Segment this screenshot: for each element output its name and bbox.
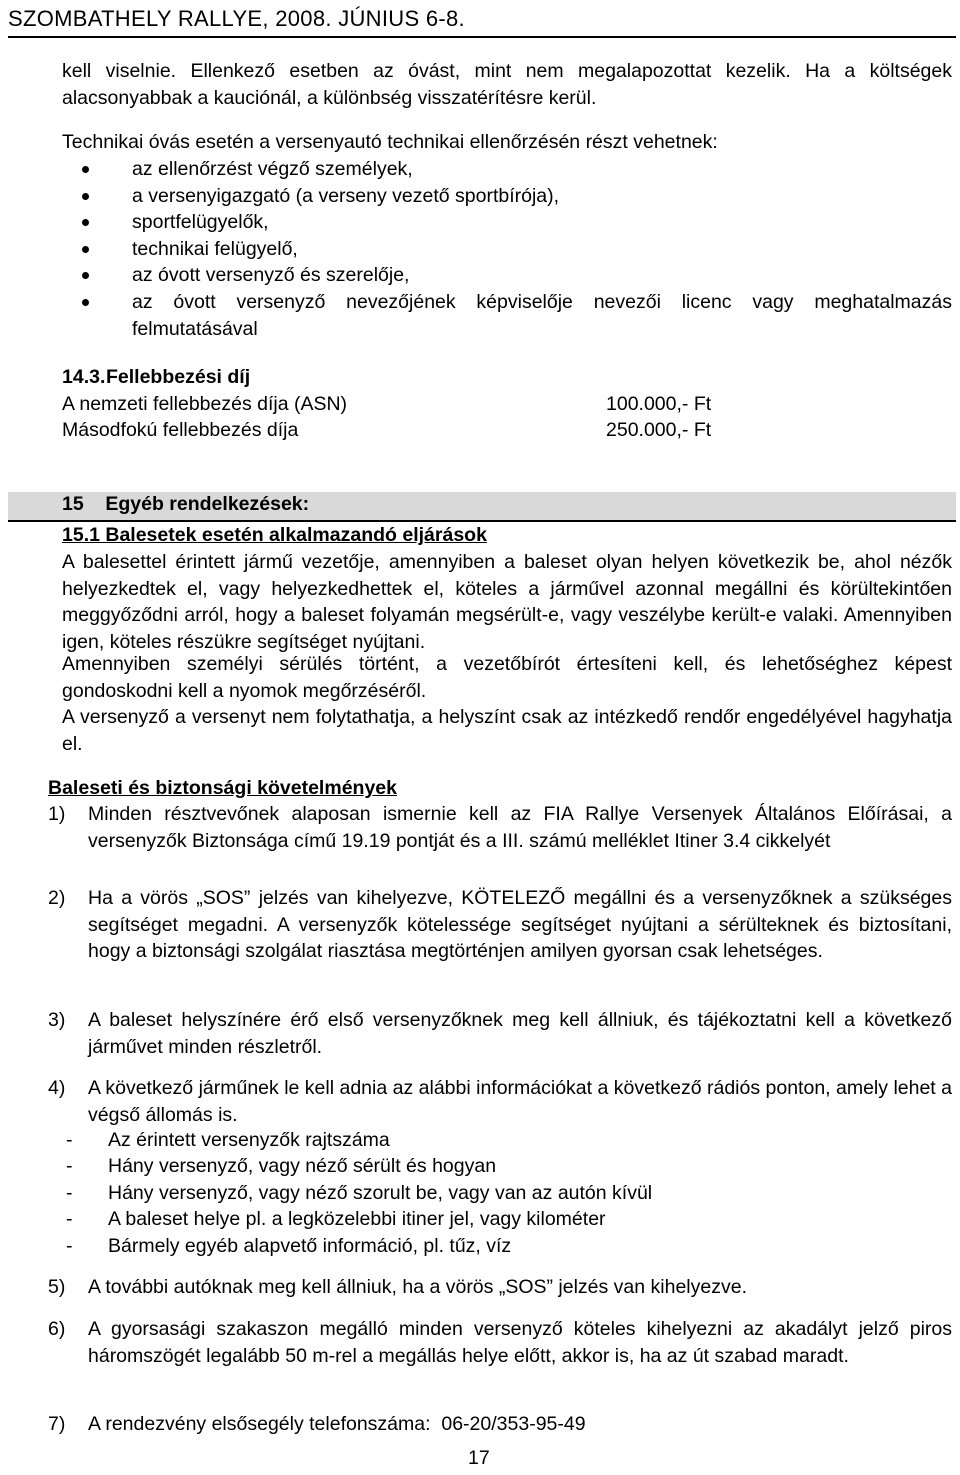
bullet-dot (82, 219, 89, 226)
subsection-title: 15.1 Balesetek esetén alkalmazandó eljárások (62, 524, 487, 546)
bullet-dot (82, 299, 89, 306)
bullet-item: az óvott versenyző és szerelője, (132, 264, 410, 286)
bullet-dot (82, 272, 89, 279)
header-title: SZOMBATHELY RALLYE, 2008. JÚNIUS 6-8. (8, 6, 465, 31)
item-number: 5) (48, 1276, 66, 1298)
fee-label: A nemzeti fellebbezés díja (ASN) (62, 393, 348, 415)
safety-item (48, 801, 952, 854)
bullet-item: sportfelügyelők, (132, 211, 269, 233)
bullet-dot (82, 246, 89, 253)
safety-title: Baleseti és biztonsági követelmények (48, 777, 397, 799)
paragraph-injury: Amennyiben személyi sérülés történt, a vezetőbírót értesíteni kell, és lehetőséghez képest gondoskodni kell a nyomok megőrzéséről. (62, 653, 952, 702)
item-number: 3) (48, 1009, 66, 1031)
safety-item (48, 1075, 952, 1128)
item-text: A rendezvény elsősegély telefonszáma: 06-20/353-95-49 (88, 1413, 586, 1435)
bullet-item: az ellenőrzést végző személyek, (132, 158, 413, 180)
item-number: 4) (48, 1077, 66, 1099)
dash-text: A baleset helye pl. a legközelebbi itiner jel, vagy kilométer (108, 1208, 606, 1230)
paragraph-accident: A balesettel érintett jármű vezetője, amennyiben a baleset olyan helyen következik be, ahol nézők helyezkedtek el, vagy helyezkedhettek el, köteles a járművel azonnal megállni és körültekintően meggyőződni arról, hogy a baleset folyamán megsérült-e, vagy veszélybe került-e valaki. Amennyiben igen, köteles részükre segítséget nyújtani. (62, 551, 952, 653)
item-number: 6) (48, 1318, 66, 1340)
safety-item (48, 885, 952, 965)
bullet-dot (82, 166, 89, 173)
page-number: 17 (468, 1447, 490, 1469)
bullet-dot (82, 193, 89, 200)
fee-label: Másodfokú fellebbezés díja (62, 419, 299, 441)
item-text: Ha a vörös „SOS” jelzés van kihelyezve, KÖTELEZŐ megállni és a versenyzőknek a szükséges segítséget megadni. A versenyzők kötelessége segítséget nyújtani a sérülteknek és biztosítani, hogy a biztonsági szolgálat riasztása megtörténjen amilyen gyorsan csak lehetséges. (88, 887, 952, 962)
section-number: 14.3. (62, 366, 106, 388)
paragraph-police: A versenyző a versenyt nem folytathatja, a helyszínt csak az intézkedő rendőr engedélyével hagyhatja el. (62, 706, 952, 755)
paragraph-technical-protest: Technikai óvás esetén a versenyautó technikai ellenőrzésén részt vehetnek: (62, 131, 718, 153)
dash-text: Hány versenyző, vagy néző szorult be, vagy van az autón kívül (108, 1182, 653, 1204)
section-heading-bar (8, 492, 956, 522)
bullet-item: technikai felügyelő, (132, 238, 298, 260)
page-header (8, 4, 956, 38)
safety-item (48, 1274, 952, 1301)
safety-item (48, 1316, 952, 1369)
item-text: Minden résztvevőnek alaposan ismernie kell az FIA Rallye Versenyek Általános Előírásai, a versenyzők Biztonsága című 19.19 pontját és a III. számú melléklet Itiner 3.4 cikkelyét (88, 803, 952, 852)
bullet-item: a versenyigazgató (a verseny vezető sportbírója), (132, 185, 560, 207)
fee-value: 250.000,- Ft (606, 419, 712, 441)
dash-text: Bármely egyéb alapvető információ, pl. tűz, víz (108, 1235, 512, 1257)
item-number: 7) (48, 1413, 66, 1435)
bullet-item: az óvott versenyző nevezőjének képviselője nevezői licenc vagy meghatalmazás felmutatásával (132, 291, 952, 340)
item-number: 1) (48, 803, 66, 825)
item-text: A további autóknak meg kell állniuk, ha a vörös „SOS” jelzés van kihelyezve. (88, 1276, 748, 1298)
item-text: A következő járműnek le kell adnia az alábbi információkat a következő rádiós ponton, amely lehet a végső állomás is. (88, 1077, 952, 1126)
section-title: Fellebbezési díj (106, 366, 251, 388)
dash-text: Az érintett versenyzők rajtszáma (108, 1129, 390, 1151)
dash-text: Hány versenyző, vagy néző sérült és hogyan (108, 1155, 497, 1177)
item-number: 2) (48, 887, 66, 909)
item-text: A gyorsasági szakaszon megálló minden versenyző köteles kihelyezni az akadályt jelző piros háromszögét legalább 50 m-rel a megállás helye előtt, akkor is, ha az út szabad maradt. (88, 1318, 952, 1367)
item-text: A baleset helyszínére érő első versenyzőknek meg kell állniuk, és tájékoztatni kell a következő járművet minden részletről. (88, 1009, 952, 1058)
safety-item (48, 1007, 952, 1060)
section-heading: 15 Egyéb rendelkezések: (62, 493, 310, 515)
safety-item (48, 1411, 952, 1438)
fee-value: 100.000,- Ft (606, 393, 712, 415)
paragraph-continuation: kell viselnie. Ellenkező esetben az óvást, mint nem megalapozottat kezelik. Ha a költségek alacsonyabbak a kauciónál, a különbség visszatérítésre kerül. (62, 60, 952, 109)
